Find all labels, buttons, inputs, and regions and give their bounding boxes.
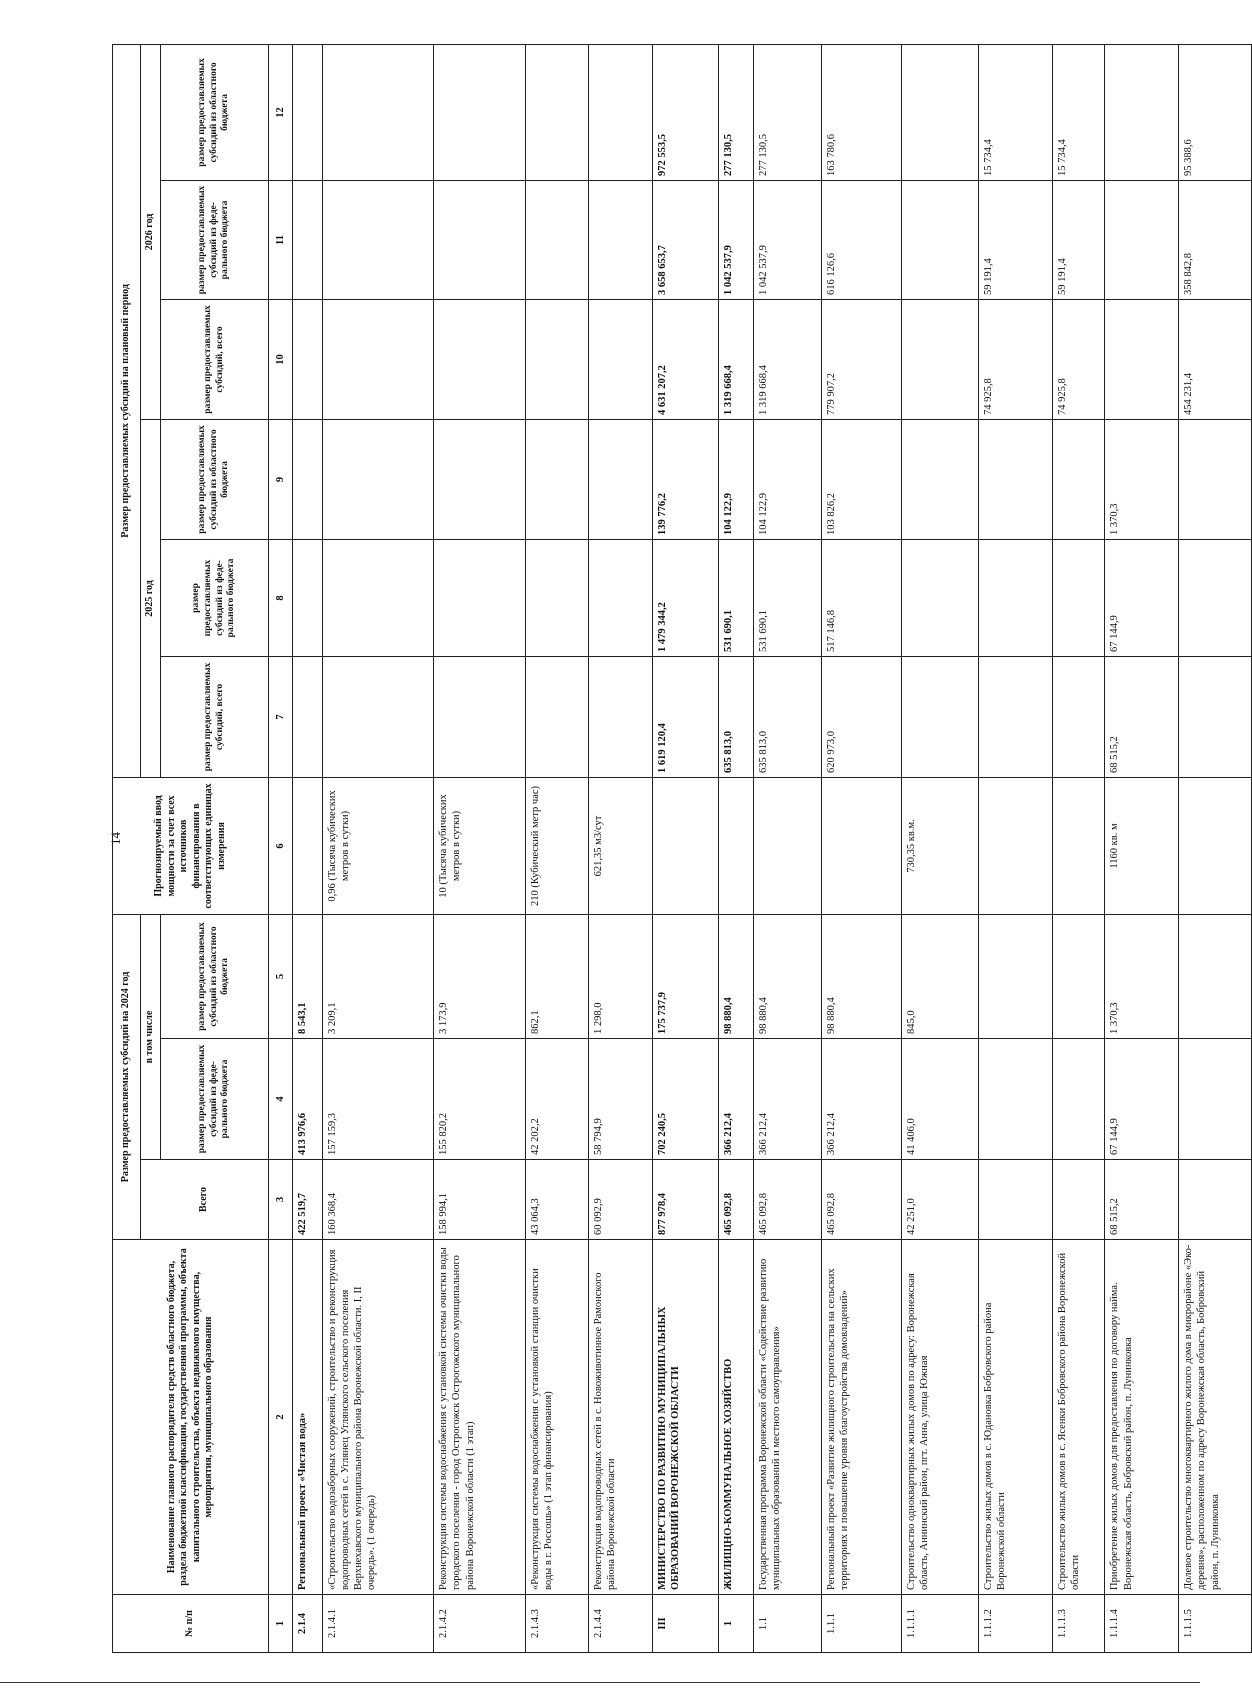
row-code: 2.1.4.3 <box>525 1595 588 1653</box>
table-row <box>653 44 719 1652</box>
cell-2024-federal: 366 212,4 <box>822 1039 902 1160</box>
cell-2024-regional: 8 543,1 <box>292 914 322 1038</box>
row-code: 2.1.4.4 <box>588 1595 652 1653</box>
table-row <box>434 44 525 1652</box>
header-2026-total: размер предоставляемых субсидий, всего <box>161 299 269 419</box>
cell-2026-total <box>434 299 525 419</box>
row-code: 1.1.1.4 <box>1105 1595 1179 1653</box>
column-number: 4 <box>269 1039 293 1160</box>
cell-2026-regional: 95 388,6 <box>1179 44 1252 180</box>
cell-2026-regional <box>901 44 978 180</box>
cell-2026-total <box>901 299 978 419</box>
cell-2024-regional: 862,1 <box>525 914 588 1038</box>
header-in-that-number: в том числе <box>141 914 161 1159</box>
cell-2026-federal <box>588 180 652 299</box>
cell-2024-regional: 98 880,4 <box>754 914 822 1038</box>
cell-2026-regional <box>1105 44 1179 180</box>
header-2026-regional: размер предоставляемых субсидий из областного бюджета <box>161 44 269 180</box>
cell-2024-total: 465 092,8 <box>718 1160 753 1240</box>
cell-2024-total: 160 368,4 <box>323 1160 434 1240</box>
cell-2026-total: 454 231,4 <box>1179 299 1252 419</box>
cell-2025-total <box>434 656 525 777</box>
cell-capacity: 10 (Тысяча кубических метров в сутки) <box>434 777 525 914</box>
table-row <box>901 44 978 1652</box>
cell-2024-federal: 58 794,9 <box>588 1039 652 1160</box>
cell-2025-regional: 103 826,2 <box>822 419 902 539</box>
header-num: № п/п <box>113 1595 269 1653</box>
table-row <box>718 44 753 1652</box>
table-row <box>754 44 822 1652</box>
column-number: 8 <box>269 539 293 656</box>
cell-2025-regional <box>1052 419 1105 539</box>
cell-2026-regional: 277 130,5 <box>718 44 753 180</box>
cell-capacity <box>1179 777 1252 914</box>
cell-2026-federal: 1 042 537,9 <box>754 180 822 299</box>
cell-2025-regional <box>1179 419 1252 539</box>
cell-2025-regional <box>434 419 525 539</box>
column-number: 11 <box>269 180 293 299</box>
cell-2025-regional <box>901 419 978 539</box>
cell-2024-total: 465 092,8 <box>822 1160 902 1240</box>
cell-2025-federal <box>1179 539 1252 656</box>
row-code: 1.1.1.5 <box>1179 1595 1252 1653</box>
cell-2026-regional: 163 780,6 <box>822 44 902 180</box>
cell-capacity <box>754 777 822 914</box>
cell-2026-total <box>1105 299 1179 419</box>
cell-2024-total: 877 978,4 <box>653 1160 719 1240</box>
cell-2025-regional: 104 122,9 <box>754 419 822 539</box>
cell-2024-federal: 366 212,4 <box>754 1039 822 1160</box>
column-number: 12 <box>269 44 293 180</box>
cell-2026-regional: 15 734,4 <box>1052 44 1105 180</box>
table-row <box>1052 44 1105 1652</box>
cell-2025-total <box>323 656 434 777</box>
cell-2026-regional: 972 553,5 <box>653 44 719 180</box>
cell-2026-regional <box>434 44 525 180</box>
cell-2026-federal: 59 191,4 <box>978 180 1052 299</box>
cell-2025-total: 635 813,0 <box>718 656 753 777</box>
cell-2025-federal: 517 146,8 <box>822 539 902 656</box>
column-number: 1 <box>269 1595 293 1653</box>
header-2025-regional: размер предоставляемых субсидий из областного бюджета <box>161 419 269 539</box>
column-number: 10 <box>269 299 293 419</box>
cell-2024-regional: 98 880,4 <box>822 914 902 1038</box>
cell-2025-total: 620 973,0 <box>822 656 902 777</box>
cell-2026-regional <box>525 44 588 180</box>
column-number: 2 <box>269 1240 293 1595</box>
table-row <box>323 44 434 1652</box>
subsidy-table <box>112 44 1252 1653</box>
row-name: ЖИЛИЩНО-КОММУНАЛЬНОЕ ХОЗЯЙСТВО <box>718 1240 753 1595</box>
column-number: 9 <box>269 419 293 539</box>
cell-2025-federal: 67 144,9 <box>1105 539 1179 656</box>
cell-2024-total <box>1179 1160 1252 1240</box>
cell-2025-total: 1 619 120,4 <box>653 656 719 777</box>
cell-capacity <box>978 777 1052 914</box>
header-capacity: Прогнозируемый ввод мощности за счет всех источников финансирования в соответствующих единицах измерения <box>113 777 269 914</box>
cell-2026-regional <box>588 44 652 180</box>
cell-2025-federal <box>1052 539 1105 656</box>
cell-2026-federal: 1 042 537,9 <box>718 180 753 299</box>
cell-2026-federal <box>323 180 434 299</box>
row-name: Реконструкция водопроводных сетей в с. Новоживотинное Рамонского района Воронежской области <box>588 1240 652 1595</box>
row-code: 1.1.1 <box>822 1595 902 1653</box>
cell-2026-federal: 616 126,6 <box>822 180 902 299</box>
cell-2026-federal <box>1105 180 1179 299</box>
cell-2026-total: 74 925,8 <box>978 299 1052 419</box>
cell-2026-federal: 3 658 653,7 <box>653 180 719 299</box>
cell-2025-total <box>588 656 652 777</box>
cell-2026-regional <box>323 44 434 180</box>
cell-2026-total <box>292 299 322 419</box>
cell-2026-total: 1 319 668,4 <box>754 299 822 419</box>
table-row <box>292 44 322 1652</box>
cell-2024-total: 60 092,9 <box>588 1160 652 1240</box>
header-2025-federal: размер предоставляемых субсидий из феде-рального бюджета <box>161 539 269 656</box>
cell-2026-total: 779 907,2 <box>822 299 902 419</box>
cell-2025-total <box>525 656 588 777</box>
cell-2025-federal <box>978 539 1052 656</box>
cell-capacity <box>822 777 902 914</box>
cell-2024-federal: 413 976,6 <box>292 1039 322 1160</box>
cell-2024-regional: 3 209,1 <box>323 914 434 1038</box>
cell-2024-regional <box>1052 914 1105 1038</box>
cell-2025-federal <box>292 539 322 656</box>
column-number: 6 <box>269 777 293 914</box>
cell-2025-federal <box>434 539 525 656</box>
row-code: 2.1.4 <box>292 1595 322 1653</box>
cell-2024-regional <box>978 914 1052 1038</box>
cell-2024-total: 422 519,7 <box>292 1160 322 1240</box>
cell-capacity: 621,35 м3/сут <box>588 777 652 914</box>
cell-2024-total <box>978 1160 1052 1240</box>
row-code: 1 <box>718 1595 753 1653</box>
cell-2025-regional: 139 776,2 <box>653 419 719 539</box>
cell-2025-regional <box>978 419 1052 539</box>
cell-2024-regional: 1 298,0 <box>588 914 652 1038</box>
cell-2025-regional <box>292 419 322 539</box>
page-number: 14 <box>108 832 123 845</box>
cell-2025-total <box>978 656 1052 777</box>
subsidy-table-container <box>112 45 1252 1653</box>
header-planned-period: Размер предоставляемых субсидий на плановый период <box>113 44 141 777</box>
cell-2025-federal <box>588 539 652 656</box>
row-name: Региональный проект «Чистая вода» <box>292 1240 322 1595</box>
cell-2024-federal <box>978 1039 1052 1160</box>
cell-2025-total <box>1052 656 1105 777</box>
table-row <box>822 44 902 1652</box>
cell-capacity <box>653 777 719 914</box>
cell-2026-total <box>525 299 588 419</box>
cell-2024-regional: 175 737,9 <box>653 914 719 1038</box>
cell-capacity: 210 (Кубический метр час) <box>525 777 588 914</box>
cell-2026-federal <box>434 180 525 299</box>
column-numbers-row <box>269 44 293 1652</box>
cell-capacity <box>1052 777 1105 914</box>
header-2026-federal: размер предоставляемых субсидий из феде-рального бюджета <box>161 180 269 299</box>
cell-2024-total: 68 515,2 <box>1105 1160 1179 1240</box>
cell-2024-total: 42 251,0 <box>901 1160 978 1240</box>
table-row <box>1179 44 1252 1652</box>
cell-2024-total: 158 994,1 <box>434 1160 525 1240</box>
cell-2025-federal: 531 690,1 <box>718 539 753 656</box>
header-2024-federal: размер предоставляемых субсидий из феде-рального бюджета <box>161 1039 269 1160</box>
cell-2026-regional <box>292 44 322 180</box>
cell-2024-federal: 366 212,4 <box>718 1039 753 1160</box>
cell-2026-federal <box>525 180 588 299</box>
cell-capacity: 0,96 (Тысяча кубических метров в сутки) <box>323 777 434 914</box>
cell-2025-regional <box>525 419 588 539</box>
cell-2026-total: 4 631 207,2 <box>653 299 719 419</box>
header-year-2026: 2026 год <box>141 44 161 419</box>
cell-2026-regional: 277 130,5 <box>754 44 822 180</box>
cell-2025-total <box>901 656 978 777</box>
page-bottom-rule <box>0 1682 1200 1683</box>
column-number: 5 <box>269 914 293 1038</box>
cell-2026-total <box>323 299 434 419</box>
cell-2025-federal: 1 479 344,2 <box>653 539 719 656</box>
row-code: 2.1.4.1 <box>323 1595 434 1653</box>
cell-capacity <box>292 777 322 914</box>
cell-2026-federal <box>292 180 322 299</box>
cell-2024-regional: 1 370,3 <box>1105 914 1179 1038</box>
cell-2025-regional: 104 122,9 <box>718 419 753 539</box>
cell-2025-total: 635 813,0 <box>754 656 822 777</box>
cell-2024-federal: 157 159,3 <box>323 1039 434 1160</box>
row-name: Региональный проект «Развитие жилищного строительства на сельских территориях и повышение уровня благоустройства домовладений» <box>822 1240 902 1595</box>
cell-capacity: 730,35 кв.м. <box>901 777 978 914</box>
cell-2024-regional: 3 173,9 <box>434 914 525 1038</box>
table-row <box>525 44 588 1652</box>
cell-capacity <box>718 777 753 914</box>
row-name: Строительство одноквартирных жилых домов по адресу: Воронежская область, Аннинский район, пгт. Анна, улица Южная <box>901 1240 978 1595</box>
cell-2024-federal: 41 406,0 <box>901 1039 978 1160</box>
header-2025-total: размер предоставляемых субсидий, всего <box>161 656 269 777</box>
cell-2025-federal <box>525 539 588 656</box>
cell-2025-regional <box>588 419 652 539</box>
header-year-2025: 2025 год <box>141 419 161 777</box>
cell-2024-regional: 98 880,4 <box>718 914 753 1038</box>
row-name: МИНИСТЕРСТВО ПО РАЗВИТИЮ МУНИЦИПАЛЬНЫХ ОБРАЗОВАНИЙ ВОРОНЕЖСКОЙ ОБЛАСТИ <box>653 1240 719 1595</box>
cell-2026-federal <box>901 180 978 299</box>
row-name: Долевое строительство многоквартирного жилого дома в микрорайоне «Эко-деревня», расположенном по адресу Воронежская область, Бобровский район, п. Лунинковка <box>1179 1240 1252 1595</box>
cell-2024-total: 43 064,3 <box>525 1160 588 1240</box>
header-total: Всего <box>141 1160 269 1240</box>
cell-2025-regional <box>323 419 434 539</box>
cell-2025-total: 68 515,2 <box>1105 656 1179 777</box>
table-row <box>978 44 1052 1652</box>
row-name: «Реконструкция системы водоснабжения с установкой станции очистки воды в г. Россошь» (1 этап финансирования) <box>525 1240 588 1595</box>
column-number: 3 <box>269 1160 293 1240</box>
cell-2025-federal <box>323 539 434 656</box>
row-code: 1.1.1.2 <box>978 1595 1052 1653</box>
cell-2025-federal <box>901 539 978 656</box>
row-name: Реконструкция системы водоснабжения с установкой системы очистки воды городского поселения - город Острогожск Острогожского муниципального района Воронежской области (1 этап) <box>434 1240 525 1595</box>
table-row <box>1105 44 1179 1652</box>
table-row <box>588 44 652 1652</box>
cell-2026-total: 74 925,8 <box>1052 299 1105 419</box>
row-code: 1.1 <box>754 1595 822 1653</box>
cell-2025-regional: 1 370,3 <box>1105 419 1179 539</box>
header-subsidy-2024: Размер предоставляемых субсидий на 2024 год <box>113 914 141 1239</box>
cell-2024-federal <box>1052 1039 1105 1160</box>
cell-2024-total <box>1052 1160 1105 1240</box>
row-name: Строительство жилых домов в с. Ясенки Бобровского района Воронежской области <box>1052 1240 1105 1595</box>
row-code: 2.1.4.2 <box>434 1595 525 1653</box>
cell-2024-federal: 155 820,2 <box>434 1039 525 1160</box>
cell-capacity: 1160 кв. м <box>1105 777 1179 914</box>
cell-2024-federal: 42 202,2 <box>525 1039 588 1160</box>
cell-2024-total: 465 092,8 <box>754 1160 822 1240</box>
cell-2026-total <box>588 299 652 419</box>
cell-2024-federal: 67 144,9 <box>1105 1039 1179 1160</box>
cell-2024-regional: 845,0 <box>901 914 978 1038</box>
cell-2026-regional: 15 734,4 <box>978 44 1052 180</box>
cell-2026-federal: 358 842,8 <box>1179 180 1252 299</box>
cell-2025-total <box>292 656 322 777</box>
row-name: Строительство жилых домов в с. Юдановка Бобровского района Воронежской области <box>978 1240 1052 1595</box>
cell-2025-federal: 531 690,1 <box>754 539 822 656</box>
cell-2024-federal <box>1179 1039 1252 1160</box>
cell-2024-regional <box>1179 914 1252 1038</box>
cell-2026-total: 1 319 668,4 <box>718 299 753 419</box>
header-name: Наименование главного распорядителя средств областного бюджета, раздела бюджетной классификации, государственной программы, объекта капитального строительства, объекта недвижимого имущества, мероприятия, муниципального образования <box>113 1240 269 1595</box>
row-code: 1.1.1.3 <box>1052 1595 1105 1653</box>
cell-2026-federal: 59 191,4 <box>1052 180 1105 299</box>
row-name: Государственная программа Воронежской области «Содействие развитию муниципальных образований и местного самоуправления» <box>754 1240 822 1595</box>
header-2024-regional: размер предоставляемых субсидий из областного бюджета <box>161 914 269 1038</box>
cell-2025-total <box>1179 656 1252 777</box>
row-name: Приобретение жилых домов для предоставления по договору найма. Воронежская область, Бобровский район, п. Лунинковка <box>1105 1240 1179 1595</box>
cell-2024-federal: 702 240,5 <box>653 1039 719 1160</box>
row-name: «Строительство водозаборных сооружений, строительство и реконструкция водопроводных сетей в с. Углянец Углянского сельского поселения Верхнехавского муниципального района Воронежской области. I, II очередь». (1 очередь) <box>323 1240 434 1595</box>
row-code: III <box>653 1595 719 1653</box>
row-code: 1.1.1.1 <box>901 1595 978 1653</box>
column-number: 7 <box>269 656 293 777</box>
